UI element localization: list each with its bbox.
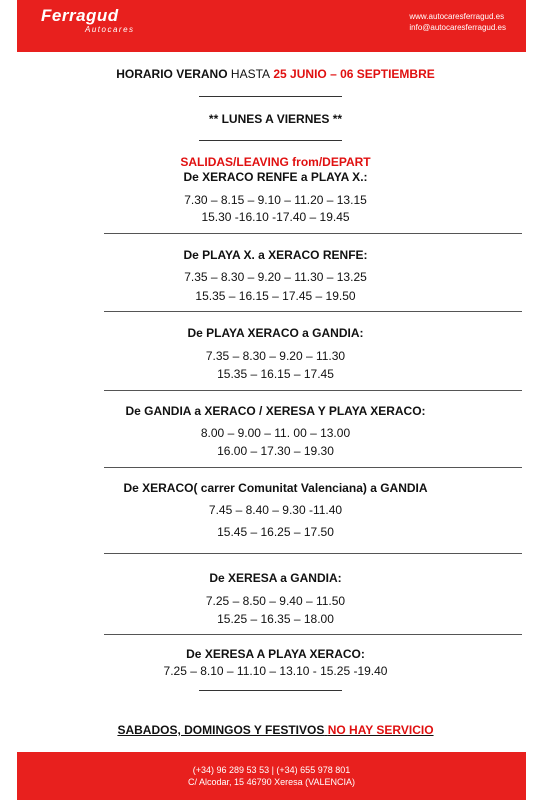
divider xyxy=(199,690,342,691)
section-divider xyxy=(104,634,522,635)
header-contact xyxy=(409,11,506,33)
route-times: 7.35 – 8.30 – 9.20 – 11.30 – 13.25 xyxy=(184,270,367,284)
divider xyxy=(199,96,342,97)
route-times: 7.45 – 8.40 – 9.30 -11.40 xyxy=(208,503,343,517)
route-times: 15.45 – 16.25 – 17.50 xyxy=(217,525,334,539)
route-title: De PLAYA XERACO a GANDIA: xyxy=(187,326,364,340)
route-title: De XERACO RENFE a PLAYA X.: xyxy=(183,170,368,184)
route-title: De XERESA A PLAYA XERACO: xyxy=(186,647,365,661)
route-times: 15.30 -16.10 -17.40 – 19.45 xyxy=(201,210,350,224)
title-dates: 25 JUNIO – 06 SEPTIEMBRE xyxy=(273,67,435,81)
schedule-title xyxy=(0,67,551,81)
logo-main-text: Ferragud xyxy=(41,6,119,25)
route-times: 15.25 – 16.35 – 18.00 xyxy=(217,612,334,626)
salidas-heading: SALIDAS/LEAVING from/DEPART xyxy=(180,155,371,169)
divider xyxy=(199,140,342,141)
route-times: 7.35 – 8.30 – 9.20 – 11.30 xyxy=(205,349,346,363)
weekend-notice xyxy=(0,723,551,737)
route-times: 16.00 – 17.30 – 19.30 xyxy=(217,444,334,458)
section-divider xyxy=(104,390,522,391)
route-times: 7.30 – 8.15 – 9.10 – 11.20 – 13.15 xyxy=(184,193,367,207)
header-banner xyxy=(17,0,526,52)
route-title: De XERACO( carrer Comunitat Valenciana) a GANDIA xyxy=(123,481,428,495)
route-title: De XERESA a GANDIA: xyxy=(209,571,342,585)
footer-phones: (+34) 96 289 53 53 | (+34) 655 978 801 xyxy=(192,765,351,775)
route-times: 7.25 – 8.50 – 9.40 – 11.50 xyxy=(205,594,346,608)
route-times: 8.00 – 9.00 – 11. 00 – 13.00 xyxy=(200,426,351,440)
footer-banner xyxy=(17,752,526,800)
weekend-notice-red: NO HAY SERVICIO xyxy=(327,723,434,737)
route-title: De PLAYA X. a XERACO RENFE: xyxy=(183,248,368,262)
title-hasta: HASTA xyxy=(230,67,271,81)
route-times: 7.25 – 8.10 – 11.10 – 13.10 - 15.25 -19.40 xyxy=(163,664,388,678)
section-divider xyxy=(104,553,522,554)
weekend-notice-main: SABADOS, DOMINGOS Y FESTIVOS xyxy=(117,723,325,737)
days-heading: ** LUNES A VIERNES ** xyxy=(208,112,343,126)
section-divider xyxy=(104,233,522,234)
route-times: 15.35 – 16.15 – 17.45 xyxy=(217,367,334,381)
logo-sub-text: Autocares xyxy=(85,25,135,34)
route-title: De GANDIA a XERACO / XERESA Y PLAYA XERACO: xyxy=(125,404,426,418)
section-divider xyxy=(104,467,522,468)
website-link[interactable]: www.autocaresferragud.es xyxy=(409,12,505,21)
title-prefix: HORARIO VERANO xyxy=(116,67,228,81)
email-link[interactable]: info@autocaresferragud.es xyxy=(409,23,506,32)
route-times: 15.35 – 16.15 – 17.45 – 19.50 xyxy=(195,289,356,303)
footer-address: C/ Alcodar, 15 46790 Xeresa (VALENCIA) xyxy=(188,777,355,787)
company-logo xyxy=(41,7,161,47)
section-divider xyxy=(104,311,522,312)
